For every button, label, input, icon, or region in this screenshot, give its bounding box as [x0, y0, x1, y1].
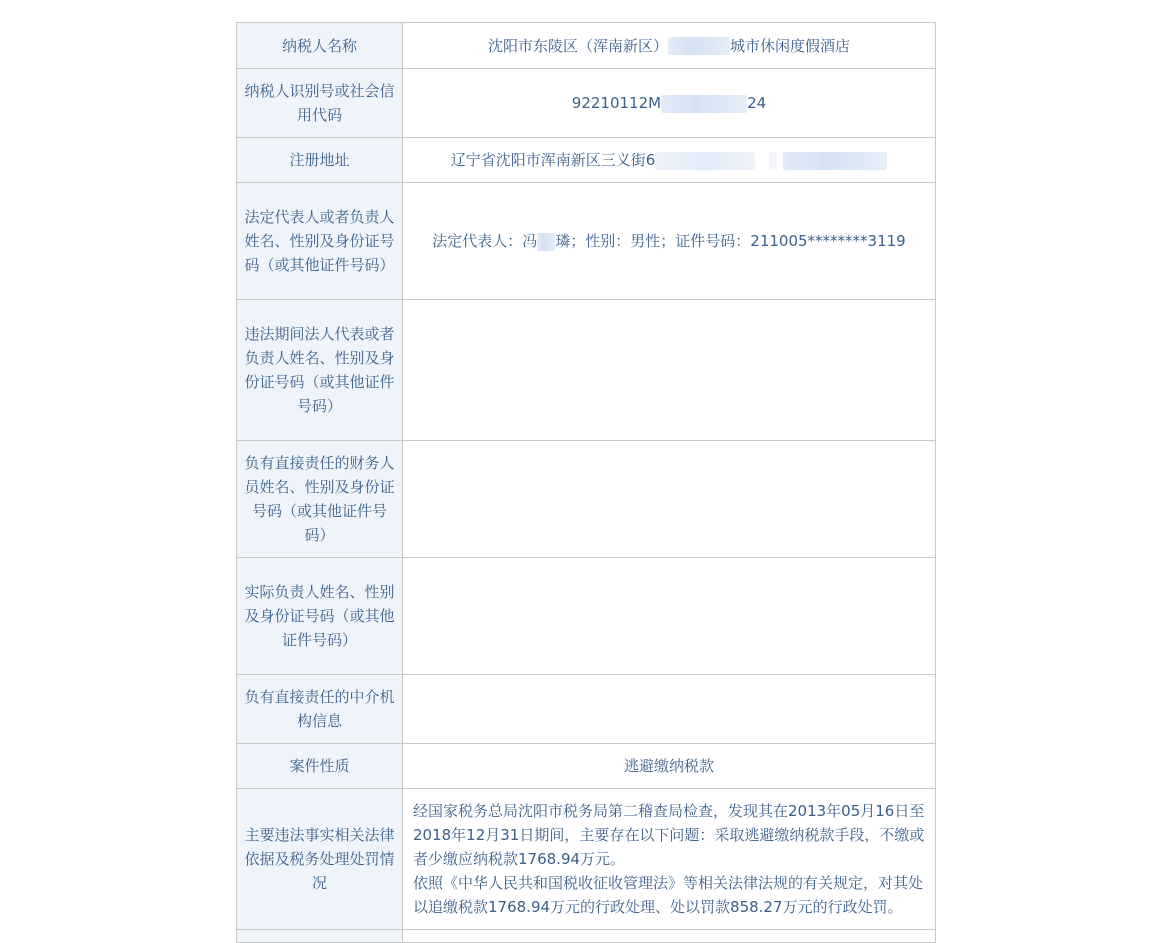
value-case-nature: 逃避缴纳税款: [403, 744, 936, 789]
redacted-blur: [668, 37, 730, 55]
value-intermediary: [403, 675, 936, 744]
label-facts: 主要违法事实相关法律依据及税务处理处罚情况: [237, 789, 403, 930]
label-intermediary: 负有直接责任的中介机构信息: [237, 675, 403, 744]
address-prefix: 辽宁省沈阳市浑南新区三义街6: [450, 151, 656, 169]
credit-code-suffix: 24: [747, 94, 767, 112]
value-rep-during-violation: [403, 300, 936, 441]
legal-rep-suffix: 璘；性别：男性；证件号码：211005********3119: [555, 232, 906, 250]
row-facts: [237, 789, 936, 930]
label-rep-during-violation: 违法期间法人代表或者负责人姓名、性别及身份证号码（或其他证件号码）: [237, 300, 403, 441]
redacted-blur: [783, 152, 887, 170]
credit-code-prefix: 92210112M: [571, 94, 662, 112]
row-credit-code: [237, 69, 936, 138]
taxpayer-name-suffix: 城市休闲度假酒店: [730, 36, 851, 55]
taxpayer-name-prefix: 沈阳市东陵区（浑南新区）: [487, 36, 668, 55]
redacted-blur: [537, 233, 555, 251]
row-intermediary: [237, 675, 936, 744]
row-taxpayer-name: [237, 23, 936, 69]
legal-rep-prefix: 法定代表人：冯: [432, 232, 538, 250]
redacted-blur: [661, 95, 747, 113]
row-legal-rep: [237, 183, 936, 300]
row-actual-person: [237, 558, 936, 675]
label-credit-code: 纳税人识别号或社会信用代码: [237, 69, 403, 138]
row-address: [237, 138, 936, 183]
row-rep-during-violation: [237, 300, 936, 441]
taxpayer-info-table: [236, 22, 936, 943]
taxpayer-info-table-wrapper: [236, 22, 936, 943]
label-actual-person: 实际负责人姓名、性别及身份证号码（或其他证件号码）: [237, 558, 403, 675]
facts-paragraph-1: 经国家税务总局沈阳市税务局第二稽查局检查，发现其在2013年05月16日至2018年12月31日期间，主要存在以下问题：采取逃避缴纳税款手段，不缴或者少缴应纳税款1768.94万元。: [413, 802, 925, 868]
value-facts: [403, 789, 936, 930]
value-finance-person: [403, 441, 936, 558]
value-taxpayer-name: [403, 23, 936, 69]
label-address: 注册地址: [237, 138, 403, 183]
facts-paragraph-2: 依照《中华人民共和国税收征收管理法》等相关法律法规的有关规定，对其处以追缴税款1768.94万元的行政处理、处以罚款858.27万元的行政处罚。: [413, 874, 924, 916]
value-credit-code: [403, 69, 936, 138]
value-address: [403, 138, 936, 183]
redacted-blur: [769, 152, 777, 170]
label-finance-person: 负有直接责任的财务人员姓名、性别及身份证号码（或其他证件号码）: [237, 441, 403, 558]
value-legal-rep: [403, 183, 936, 300]
label-legal-rep: 法定代表人或者负责人姓名、性别及身份证号码（或其他证件号码）: [237, 183, 403, 300]
row-finance-person: [237, 441, 936, 558]
redacted-blur: [655, 152, 755, 170]
label-taxpayer-name: 纳税人名称: [237, 23, 403, 69]
label-case-nature: 案件性质: [237, 744, 403, 789]
row-case-nature: [237, 744, 936, 789]
value-actual-person: [403, 558, 936, 675]
